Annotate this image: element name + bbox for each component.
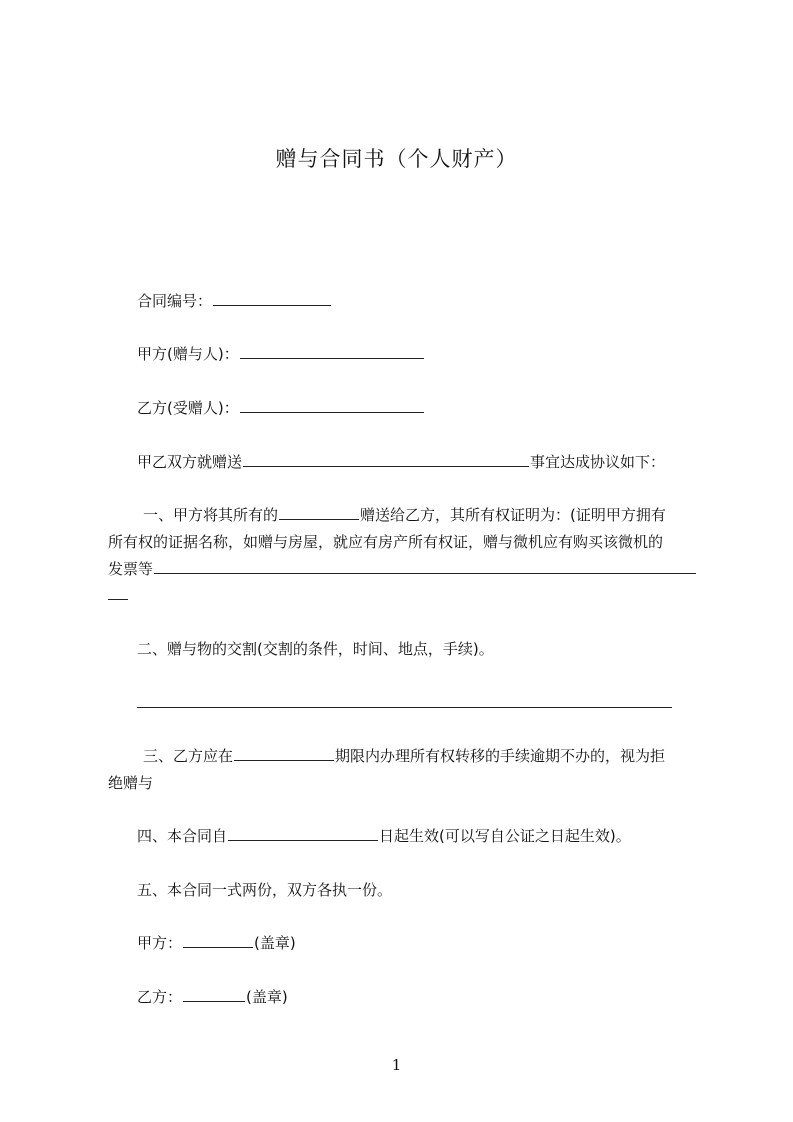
clause-2-line (137, 638, 494, 660)
party-a-label: 甲方(赠与人)： (137, 345, 239, 363)
signature-b-line (137, 986, 288, 1008)
clause-4-suffix: 日起生效(可以写自公证之日起生效)。 (379, 827, 631, 845)
preamble-suffix: 事宜达成协议如下： (530, 453, 666, 471)
clause-1-proof-blank-continued[interactable] (108, 599, 128, 600)
clause-5-line (137, 879, 392, 901)
clause-2-delivery-blank[interactable] (137, 707, 672, 708)
party-b-line (137, 397, 425, 419)
clause-3-suffix: 期限内办理所有权转移的手续逾期不办的，视为拒 (335, 747, 666, 765)
signature-b-blank[interactable] (183, 986, 245, 1002)
preamble-prefix: 甲乙双方就赠送 (137, 453, 243, 471)
clause-1-item-blank[interactable] (279, 504, 359, 520)
clause-1-line-3-prefix: 发票等 (108, 560, 154, 578)
clause-3-line-2-text: 绝赠与 (108, 774, 154, 792)
page-number: 1 (391, 1056, 402, 1074)
clause-3-prefix: 三、乙方应在 (143, 747, 234, 765)
clause-1-prefix: 一、甲方将其所有的 (143, 506, 279, 524)
clause-2-text: 二、赠与物的交割(交割的条件，时间、地点，手续)。 (137, 640, 494, 658)
clause-3-period-blank[interactable] (234, 745, 334, 761)
contract-number-label: 合同编号： (137, 292, 213, 310)
signature-a-line (137, 932, 296, 954)
clause-4-prefix: 四、本合同自 (137, 827, 228, 845)
signature-a-label: 甲方： (137, 934, 183, 952)
party-a-blank[interactable] (240, 343, 424, 359)
clause-3-line-2 (108, 772, 153, 794)
party-b-blank[interactable] (240, 397, 424, 413)
page-title: 赠与合同书（个人财产） (275, 147, 518, 171)
gift-item-blank[interactable] (243, 451, 529, 467)
signature-b-seal: (盖章) (246, 988, 288, 1006)
party-a-line (137, 343, 425, 365)
clause-1-line-2-text: 所有权的证据名称，如赠与房屋，就应有房产所有权证，赠与微机应有购买该微机的 (108, 533, 664, 551)
signature-b-label: 乙方： (137, 988, 183, 1006)
party-b-label: 乙方(受赠人)： (137, 399, 239, 417)
clause-5-text: 五、本合同一式两份，双方各执一份。 (137, 881, 393, 899)
clause-1-line-1 (143, 504, 666, 526)
clause-1-line-2 (108, 531, 663, 553)
clause-1-mid: 赠送给乙方，其所有权证明为：(证明甲方拥有 (360, 506, 666, 524)
clause-4-line (137, 825, 631, 847)
clause-3-line-1 (143, 745, 665, 767)
clause-1-line-3 (108, 558, 697, 580)
signature-a-seal: (盖章) (254, 934, 296, 952)
preamble-line (137, 451, 665, 473)
clause-4-date-blank[interactable] (228, 825, 378, 841)
contract-number-line (137, 290, 332, 312)
contract-number-blank[interactable] (213, 290, 331, 306)
clause-1-proof-blank[interactable] (154, 558, 696, 574)
signature-a-blank[interactable] (183, 932, 253, 948)
